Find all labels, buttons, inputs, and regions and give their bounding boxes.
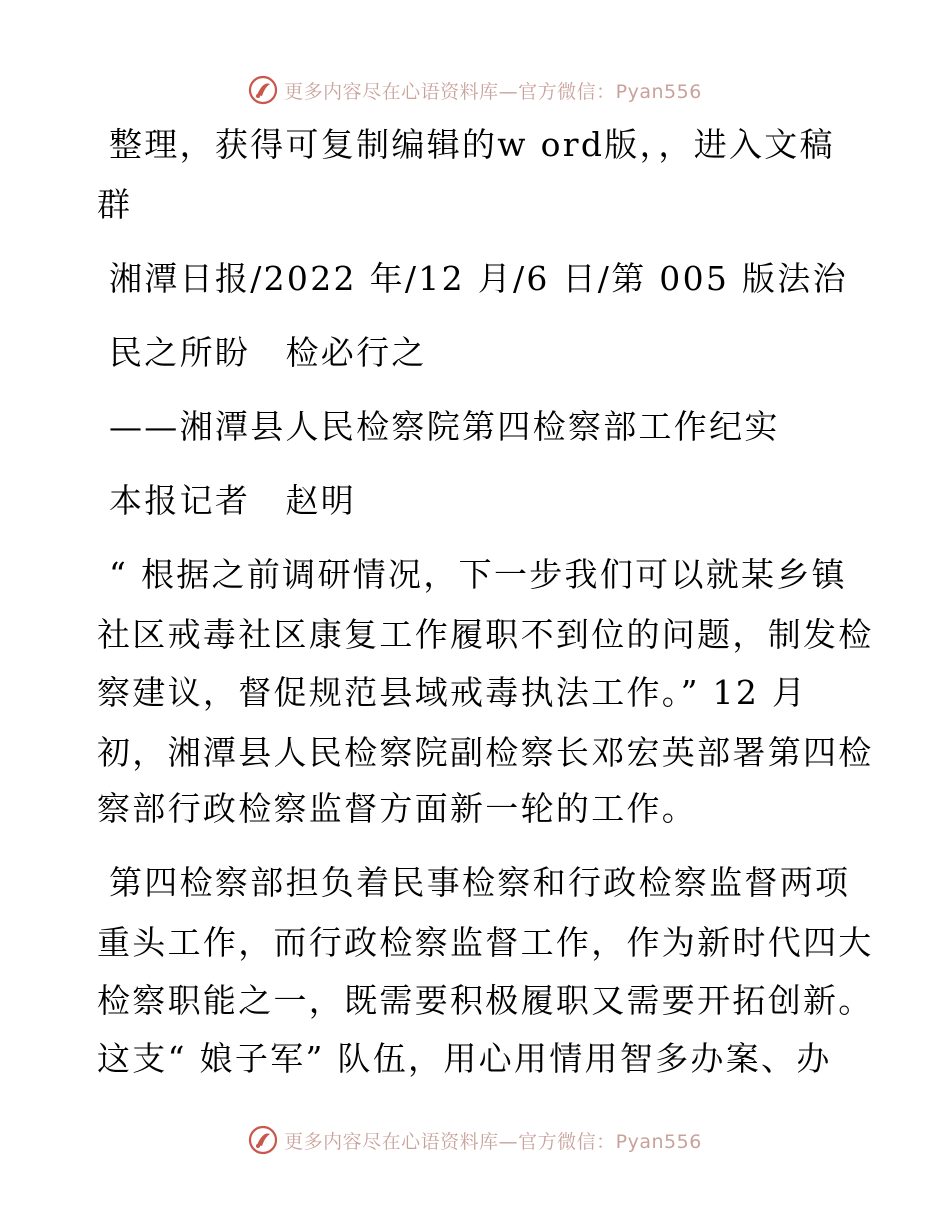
watermark-text: 更多内容尽在心语资料库—官方微信：Pyan556 <box>284 80 702 103</box>
paragraph-2-line-2: 重头工作，而行政检察监督工作，作为新时代四大 <box>97 923 874 962</box>
watermark-logo-icon <box>248 75 278 105</box>
text-line-2: 群 <box>97 185 133 224</box>
watermark-logo-icon <box>248 1125 278 1155</box>
source-line: 湘潭日报/2022 年/12 月/6 日/第 005 版法治 <box>109 259 848 298</box>
paragraph-1-line-4: 初，湘潭县人民检察院副检察长邓宏英部署第四检 <box>97 733 874 772</box>
paragraph-2-line-4: 这支“ 娘子军” 队伍，用心用情用智多办案、办 <box>97 1039 832 1078</box>
text-line-1: 整理，获得可复制编辑的w ord版，，进入文稿 <box>109 125 835 164</box>
watermark-footer <box>0 1120 950 1160</box>
article-title: 民之所盼 检必行之 <box>109 333 427 372</box>
byline: 本报记者 赵明 <box>109 481 357 520</box>
paragraph-2-line-3: 检察职能之一，既需要积极履职又需要开拓创新。 <box>97 981 874 1020</box>
paragraph-1-line-2: 社区戒毒社区康复工作履职不到位的问题，制发检 <box>97 615 874 654</box>
paragraph-1-line-1: “ 根据之前调研情况，下一步我们可以就某乡镇 <box>109 555 847 594</box>
paragraph-1-line-5: 察部行政检察监督方面新一轮的工作。 <box>97 789 698 828</box>
article-subtitle: ——湘潭县人民检察院第四检察部工作纪实 <box>109 407 780 446</box>
paragraph-2-line-1: 第四检察部担负着民事检察和行政检察监督两项 <box>109 863 851 902</box>
paragraph-1-line-3: 察建议，督促规范县域戒毒执法工作。” 12 月 <box>97 673 808 712</box>
watermark-header <box>0 70 950 110</box>
watermark-text: 更多内容尽在心语资料库—官方微信：Pyan556 <box>284 1130 702 1153</box>
